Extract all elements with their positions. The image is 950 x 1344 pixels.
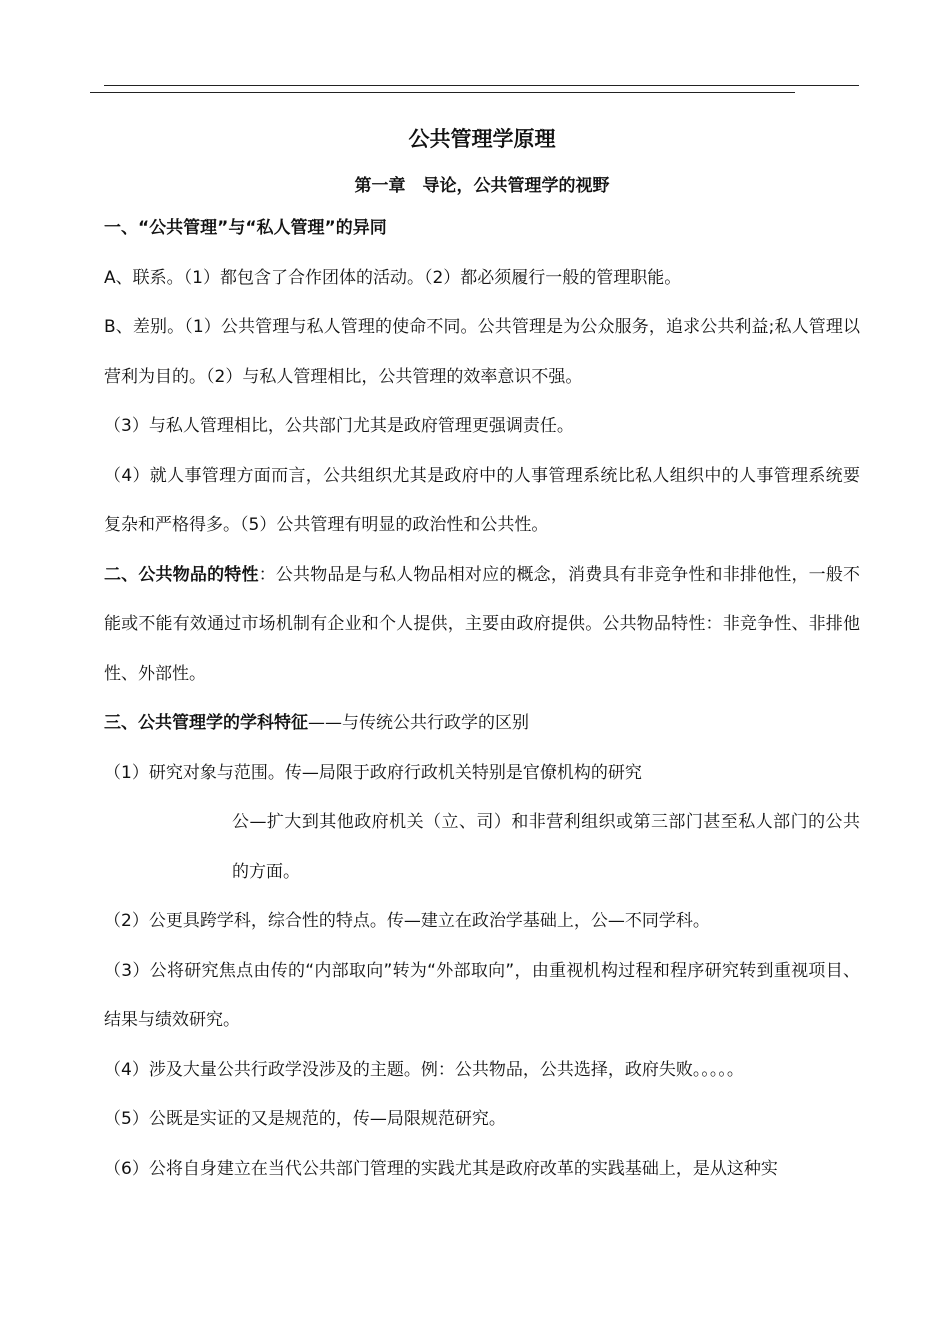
section-1-heading: 一、“公共管理”与“私人管理”的异同 bbox=[104, 218, 387, 238]
section-2-heading: 二、公共物品的特性 bbox=[104, 564, 259, 585]
section-1-b: B、差别。（1）公共管理与私人管理的使命不同。公共管理是为公众服务，追求公共利益;私人管理以营利为目的。（2）与私人管理相比，公共管理的效率意识不强。 bbox=[104, 317, 860, 387]
section-3-item-5: （5）公既是实证的又是规范的，传—局限规范研究。 bbox=[104, 1109, 506, 1129]
section-3-item-6: （6）公将自身建立在当代公共部门管理的实践尤其是政府改革的实践基础上，是从这种实 bbox=[104, 1158, 778, 1179]
section-3-item-1-cont: 公—扩大到其他政府机关（立、司）和非营利组织或第三部门甚至私人部门的公共的方面。 bbox=[232, 812, 860, 882]
section-1-a: A、联系。（1）都包含了合作团体的活动。（2）都必须履行一般的管理职能。 bbox=[104, 267, 682, 288]
document-body bbox=[104, 118, 860, 1194]
section-3-item-1: （1）研究对象与范围。传—局限于政府行政机关特别是官僚机构的研究 bbox=[104, 762, 642, 783]
section-3-item-3: （3）公将研究焦点由传的“内部取向”转为“外部取向”，由重视机构过程和程序研究转到重视项目、结果与绩效研究。 bbox=[104, 960, 860, 1030]
section-3-subtitle: ——与传统公共行政学的区别 bbox=[308, 713, 529, 733]
section-3-item-4: （4）涉及大量公共行政学没涉及的主题。例：公共物品，公共选择，政府失败。。。。。 bbox=[104, 1059, 744, 1080]
chapter-title: 第一章 导论，公共管理学的视野 bbox=[354, 176, 610, 196]
section-1-b3: （3）与私人管理相比，公共部门尤其是政府管理更强调责任。 bbox=[104, 416, 574, 436]
section-2-paragraph bbox=[104, 551, 860, 700]
header-rule-bottom bbox=[90, 92, 795, 93]
section-1-b4: （4）就人事管理方面而言，公共组织尤其是政府中的人事管理系统比私人组织中的人事管理系统要复杂和严格得多。（5）公共管理有明显的政治性和公共性。 bbox=[104, 465, 860, 535]
header-rule-top bbox=[104, 85, 859, 86]
section-3-heading-line bbox=[104, 699, 860, 749]
section-2-text: ：公共物品是与私人物品相对应的概念，消费具有非竞争性和非排他性，一般不能或不能有效通过市场机制有企业和个人提供，主要由政府提供。公共物品特性：非竞争性、非排他性、外部性。 bbox=[104, 564, 861, 684]
section-3-item-2: （2）公更具跨学科，综合性的特点。传—建立在政治学基础上，公—不同学科。 bbox=[104, 911, 710, 931]
section-3-heading: 三、公共管理学的学科特征 bbox=[104, 713, 308, 733]
document-title: 公共管理学原理 bbox=[408, 127, 556, 151]
